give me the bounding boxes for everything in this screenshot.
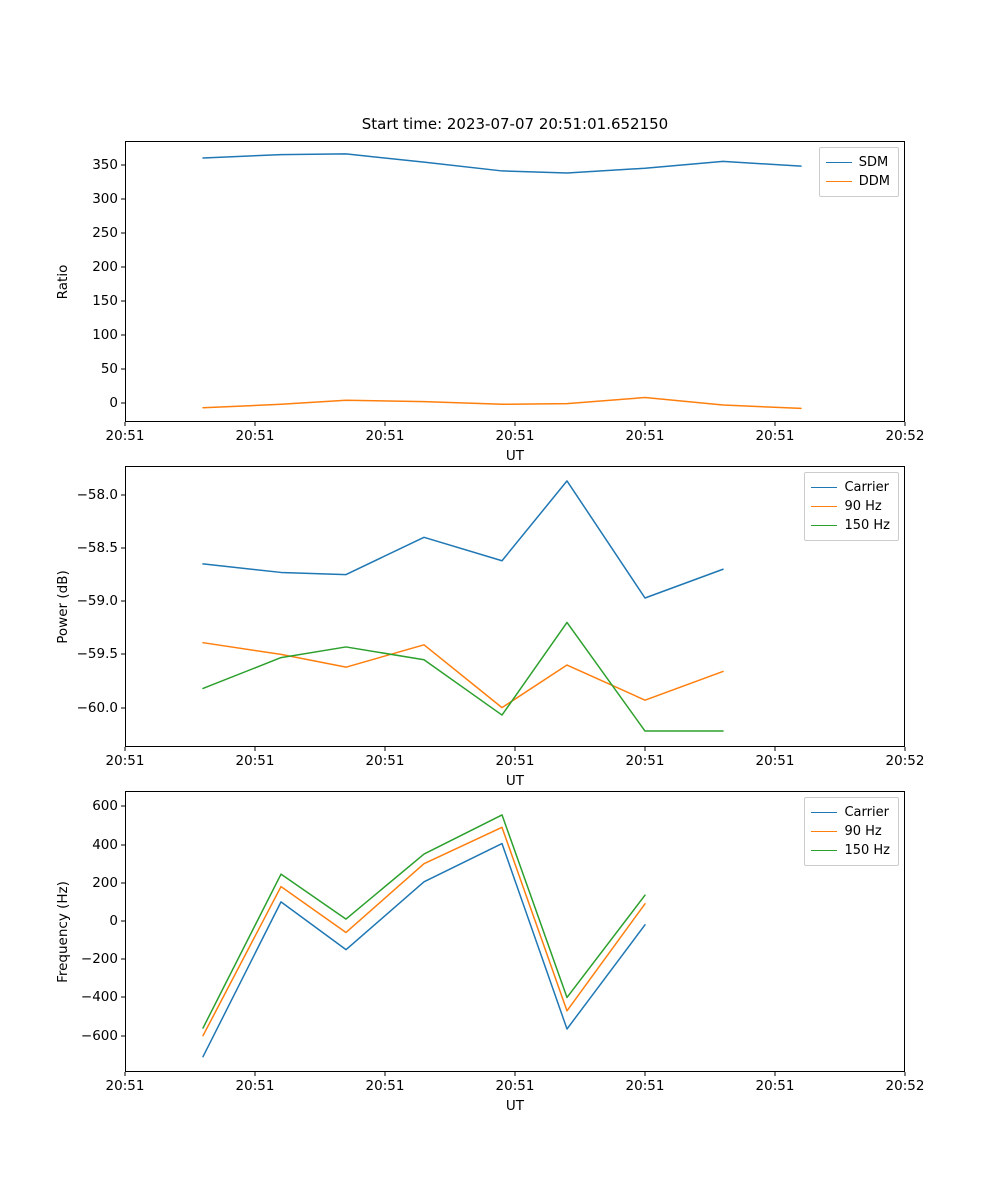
x-axis-tick-mark xyxy=(125,1072,126,1076)
page-title: Start time: 2023-07-07 20:51:01.652150 xyxy=(361,115,669,133)
x-axis-tick-mark xyxy=(645,422,646,426)
y-axis-tick-label: 200 xyxy=(92,258,118,275)
x-axis-tick-mark xyxy=(385,747,386,751)
x-axis-tick-mark xyxy=(515,422,516,426)
y-axis-tick-label: 400 xyxy=(92,836,118,853)
y-axis-tick-mark xyxy=(121,882,125,883)
y-axis-tick-mark xyxy=(121,164,125,165)
legend-color-swatch xyxy=(811,831,837,832)
y-axis-tick-label: −58.0 xyxy=(76,486,118,503)
legend-label: DDM xyxy=(858,174,890,189)
x-axis-tick-mark xyxy=(255,1072,256,1076)
x-axis-tick-mark xyxy=(255,747,256,751)
x-axis-tick-mark xyxy=(905,1072,906,1076)
legend-label: 90 Hz xyxy=(844,499,882,514)
x-axis-tick-label: 20:52 xyxy=(885,1078,925,1094)
x-axis-tick-mark xyxy=(905,747,906,751)
x-axis-tick-label: 20:52 xyxy=(885,753,925,769)
y-axis-tick-label: −400 xyxy=(80,989,118,1006)
x-axis-tick-mark xyxy=(515,1072,516,1076)
legend-entry xyxy=(826,172,890,191)
x-axis-tick-label: 20:51 xyxy=(625,428,665,444)
y-axis-tick-mark xyxy=(121,959,125,960)
legend-entry xyxy=(811,841,890,860)
power-plot-panel xyxy=(55,466,925,789)
legend-color-swatch xyxy=(826,162,852,163)
legend-label: Carrier xyxy=(844,480,889,495)
x-axis-tick-label: 20:51 xyxy=(625,753,665,769)
frequency-legend xyxy=(804,797,899,866)
y-axis-tick-mark xyxy=(121,1035,125,1036)
x-axis-tick-mark xyxy=(905,422,906,426)
frequency-plot-panel xyxy=(55,791,925,1114)
x-axis-tick-label: 20:51 xyxy=(365,1078,405,1094)
y-axis-tick-mark xyxy=(121,601,125,602)
series-line xyxy=(203,398,801,409)
legend-color-swatch xyxy=(811,812,837,813)
x-axis-tick-label: 20:51 xyxy=(365,428,405,444)
x-axis-tick-label: 20:51 xyxy=(105,753,145,769)
x-axis-tick-mark xyxy=(385,1072,386,1076)
series-line xyxy=(203,643,723,708)
x-axis-tick-label: 20:52 xyxy=(885,428,925,444)
y-axis-tick-label: 250 xyxy=(92,224,118,241)
legend-color-swatch xyxy=(811,487,837,488)
legend-color-swatch xyxy=(811,850,837,851)
series-line xyxy=(203,827,645,1035)
legend-entry xyxy=(826,153,890,172)
series-line xyxy=(203,815,645,1028)
legend-entry xyxy=(811,478,890,497)
legend-label: 90 Hz xyxy=(844,824,882,839)
y-axis-tick-label: 0 xyxy=(109,912,118,929)
legend-entry xyxy=(811,822,890,841)
y-axis-tick-mark xyxy=(121,266,125,267)
frequency-x-axis-label: UT xyxy=(505,1098,525,1114)
frequency-series-lines xyxy=(125,791,905,1072)
y-axis-tick-label: 0 xyxy=(109,394,118,411)
y-axis-tick-label: −59.0 xyxy=(76,593,118,610)
x-axis-tick-mark xyxy=(775,747,776,751)
y-axis-tick-label: −600 xyxy=(80,1027,118,1044)
x-axis-tick-label: 20:51 xyxy=(235,753,275,769)
x-axis-tick-label: 20:51 xyxy=(105,1078,145,1094)
y-axis-tick-label: 150 xyxy=(92,292,118,309)
legend-label: 150 Hz xyxy=(844,518,890,533)
legend-entry xyxy=(811,516,890,535)
y-axis-tick-mark xyxy=(121,654,125,655)
x-axis-tick-mark xyxy=(775,1072,776,1076)
ratio-plot-panel xyxy=(55,115,925,464)
legend-label: SDM xyxy=(858,155,889,170)
legend-entry xyxy=(811,803,890,822)
x-axis-tick-mark xyxy=(385,422,386,426)
y-axis-tick-label: 300 xyxy=(92,190,118,207)
x-axis-tick-label: 20:51 xyxy=(495,428,535,444)
power-legend xyxy=(804,472,899,541)
y-axis-tick-mark xyxy=(121,334,125,335)
ratio-x-axis-label: UT xyxy=(505,448,525,464)
x-axis-tick-label: 20:51 xyxy=(755,428,795,444)
x-axis-tick-mark xyxy=(515,747,516,751)
x-axis-tick-label: 20:51 xyxy=(495,1078,535,1094)
y-axis-tick-label: 350 xyxy=(92,156,118,173)
x-axis-tick-label: 20:51 xyxy=(235,1078,275,1094)
legend-color-swatch xyxy=(826,181,852,182)
y-axis-tick-mark xyxy=(121,494,125,495)
series-line xyxy=(203,154,801,173)
y-axis-tick-mark xyxy=(121,806,125,807)
legend-color-swatch xyxy=(811,506,837,507)
y-axis-tick-mark xyxy=(121,198,125,199)
y-axis-tick-label: −58.5 xyxy=(76,539,118,556)
x-axis-tick-label: 20:51 xyxy=(755,753,795,769)
x-axis-tick-mark xyxy=(645,1072,646,1076)
series-line xyxy=(203,481,723,598)
x-axis-tick-label: 20:51 xyxy=(105,428,145,444)
y-axis-tick-mark xyxy=(121,997,125,998)
legend-label: Carrier xyxy=(844,805,889,820)
legend-color-swatch xyxy=(811,525,837,526)
y-axis-tick-label: −200 xyxy=(80,951,118,968)
ratio-y-axis-label: Ratio xyxy=(55,264,71,299)
y-axis-tick-mark xyxy=(121,368,125,369)
legend-label: 150 Hz xyxy=(844,843,890,858)
x-axis-tick-mark xyxy=(125,422,126,426)
x-axis-tick-label: 20:51 xyxy=(235,428,275,444)
power-y-axis-label: Power (dB) xyxy=(55,569,71,644)
y-axis-tick-label: −60.0 xyxy=(76,699,118,716)
x-axis-tick-mark xyxy=(255,422,256,426)
frequency-y-axis-label: Frequency (Hz) xyxy=(55,880,71,983)
x-axis-tick-label: 20:51 xyxy=(495,753,535,769)
x-axis-tick-mark xyxy=(645,747,646,751)
y-axis-tick-label: 50 xyxy=(100,360,118,377)
y-axis-tick-mark xyxy=(121,300,125,301)
y-axis-tick-label: 600 xyxy=(92,798,118,815)
y-axis-tick-mark xyxy=(121,402,125,403)
x-axis-tick-label: 20:51 xyxy=(365,753,405,769)
y-axis-tick-mark xyxy=(121,232,125,233)
y-axis-tick-label: 100 xyxy=(92,326,118,343)
ratio-series-lines xyxy=(125,141,905,422)
series-line xyxy=(203,844,645,1057)
ratio-legend xyxy=(819,147,899,197)
y-axis-tick-label: 200 xyxy=(92,874,118,891)
legend-entry xyxy=(811,497,890,516)
x-axis-tick-mark xyxy=(125,747,126,751)
y-axis-tick-mark xyxy=(121,844,125,845)
y-axis-tick-label: −59.5 xyxy=(76,646,118,663)
y-axis-tick-mark xyxy=(121,920,125,921)
x-axis-tick-label: 20:51 xyxy=(755,1078,795,1094)
x-axis-tick-label: 20:51 xyxy=(625,1078,665,1094)
y-axis-tick-mark xyxy=(121,707,125,708)
power-x-axis-label: UT xyxy=(505,773,525,789)
y-axis-tick-mark xyxy=(121,547,125,548)
power-series-lines xyxy=(125,466,905,747)
x-axis-tick-mark xyxy=(775,422,776,426)
